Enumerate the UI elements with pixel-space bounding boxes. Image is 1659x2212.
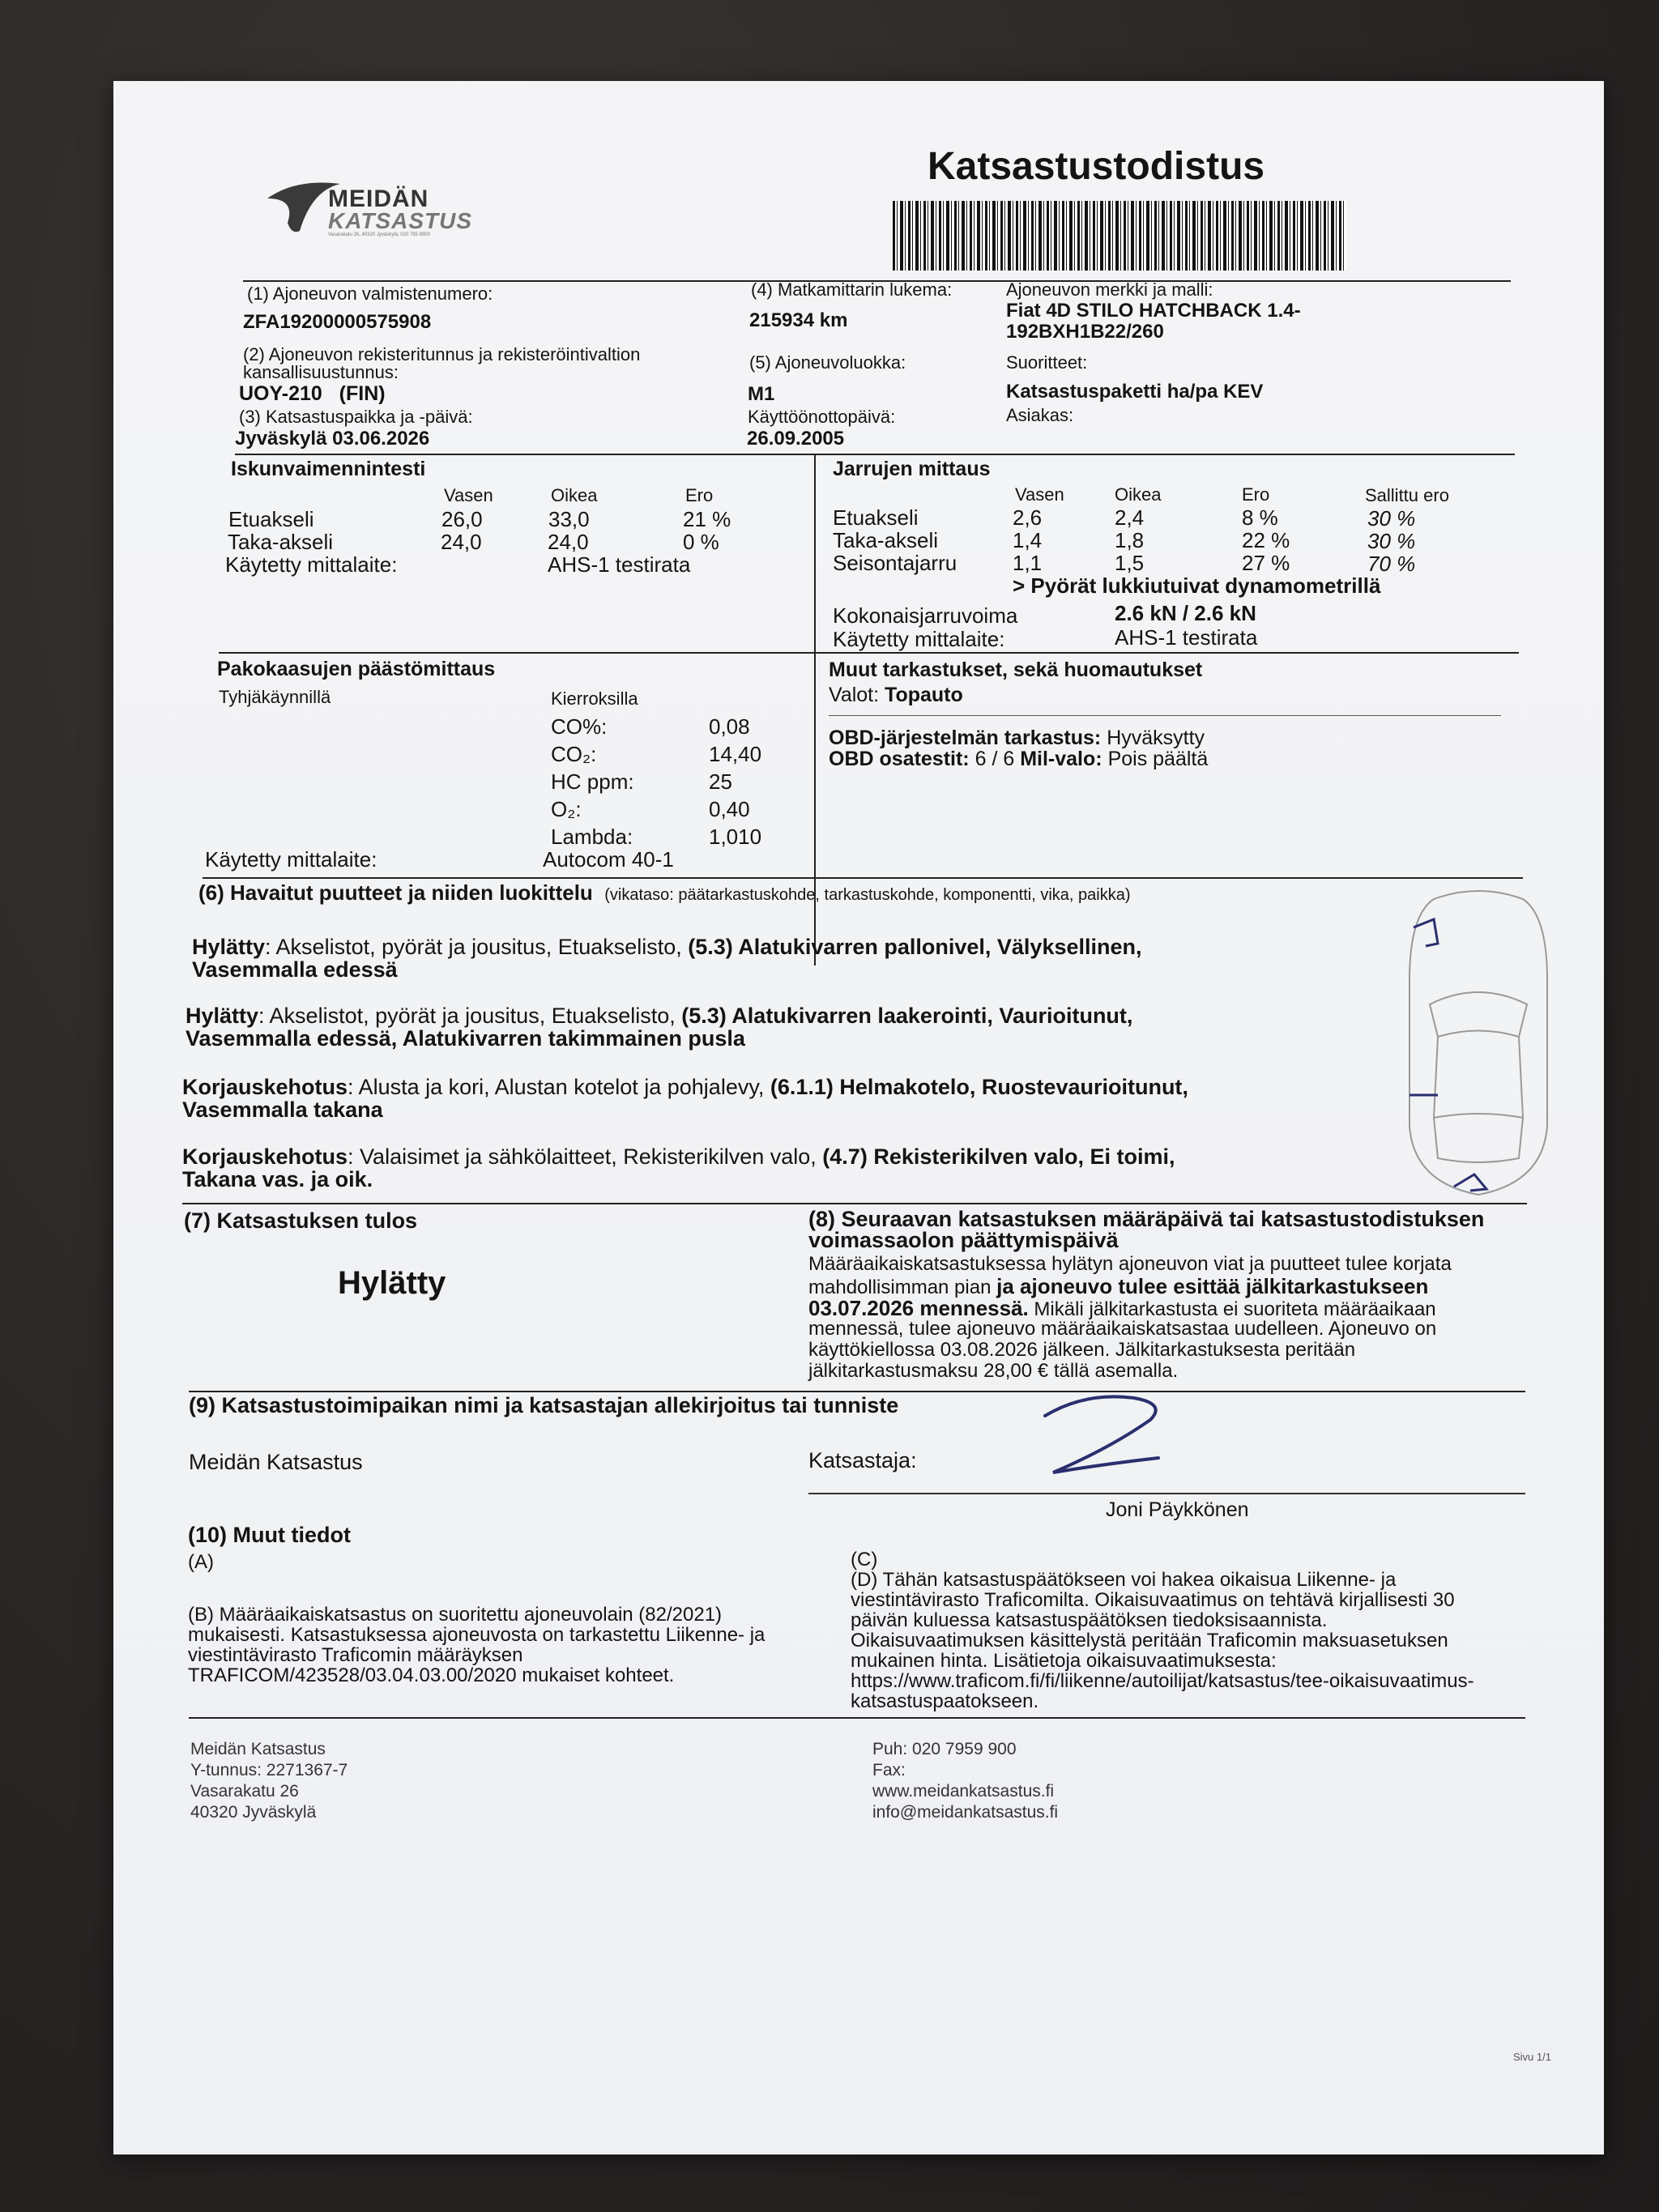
fault-item [182, 1076, 1188, 1121]
brakes-row-oikea: 2,4 [1115, 505, 1145, 530]
vin-value: ZFA19200000575908 [243, 311, 432, 333]
emission-value: 1,010 [709, 825, 762, 849]
footer-left-line: Meidän Katsastus [190, 1740, 326, 1758]
brakes-col-oikea: Oikea [1115, 484, 1162, 505]
next-text: Mikäli jälkitarkastusta ei suoriteta määräaikaan [1028, 1298, 1436, 1320]
obd2-line [829, 748, 1208, 771]
barcode [893, 201, 1346, 271]
brakes-total-label: Kokonaisjarruvoima [833, 603, 1018, 628]
misc-b-line: viestintävirasto Traficomin määräyksen [188, 1644, 523, 1666]
inspection-certificate [113, 81, 1604, 2154]
obd-label: OBD-järjestelmän tarkastus: [829, 727, 1102, 749]
next-line: jälkitarkastusmaksu 28,00 € tällä asemalla. [808, 1360, 1179, 1382]
brakes-row-ero: 8 % [1242, 505, 1278, 530]
logo-small-text: Vasarakatu 26, 40320 Jyväskylä, 020 795 9900 [328, 232, 430, 237]
fault-text: : Valaisimet ja sähkölaitteet, Rekisterikilven valo, [348, 1144, 823, 1169]
divider [182, 1203, 1527, 1204]
emission-label: CO%: [551, 714, 608, 739]
make-value-1: Fiat 4D STILO HATCHBACK 1.4- [1006, 300, 1301, 322]
brakes-row-ero: 27 % [1242, 551, 1290, 575]
obd2-label: OBD osatestit: [829, 748, 970, 770]
odo-value: 215934 km [749, 309, 848, 331]
misc-d-line: https://www.traficom.fi/fi/liikenne/autoilijat/katsastus/tee-oikaisuvaatimus- [851, 1670, 1474, 1692]
intro-label: Käyttöönottopäivä: [748, 407, 896, 427]
brakes-device: AHS-1 testirata [1115, 625, 1258, 650]
shock-row-oikea: 24,0 [548, 530, 589, 554]
fault-level: Hylätty [186, 1004, 259, 1028]
logo-line2: KATSASTUS [328, 208, 473, 233]
divider [235, 454, 1515, 455]
fault-item [186, 1004, 1132, 1050]
brakes-device-label: Käytetty mittalaite: [833, 627, 1005, 651]
brakes-row-vasen: 2,6 [1013, 505, 1043, 530]
footer-right-line: info@meidankatsastus.fi [872, 1803, 1059, 1822]
divider [189, 1717, 1525, 1719]
next-line: Määräaikaiskatsastuksessa hylätyn ajoneuvon viat ja puutteet tulee korjata [808, 1253, 1452, 1275]
brakes-row-oikea: 1,8 [1115, 528, 1145, 552]
inspector-name: Joni Päykkönen [1106, 1498, 1249, 1521]
emission-label: HC ppm: [551, 769, 634, 794]
footer-left-line: Y-tunnus: 2271367-7 [190, 1761, 348, 1779]
emission-label: CO₂: [551, 742, 597, 766]
fault-location: Vasemmalla edessä [192, 957, 398, 982]
emission-value: 0,40 [709, 797, 750, 821]
misc-title: (10) Muut tiedot [188, 1523, 351, 1547]
reg-label: (2) Ajoneuvon rekisteritunnus ja rekisteröintivaltion [243, 344, 641, 364]
next-line: mennessä, tulee ajoneuvo määräaikaiskatsastaa uudelleen. Ajoneuvo on [808, 1318, 1437, 1340]
make-value-2: 192BXH1B22/260 [1006, 321, 1164, 343]
emissions-device: Autocom 40-1 [543, 847, 674, 872]
fault-code: (4.7) Rekisterikilven valo, Ei toimi, [822, 1144, 1175, 1169]
vin-label: (1) Ajoneuvon valmistenumero: [247, 283, 493, 304]
logo-line1: MEIDÄN [328, 185, 429, 212]
signature-scribble [1037, 1383, 1191, 1481]
brakes-row-ero: 22 % [1242, 528, 1290, 552]
brakes-row-vasen: 1,4 [1013, 528, 1043, 552]
misc-d-line: katsastuspaatokseen. [851, 1690, 1039, 1712]
footer-right-line: www.meidankatsastus.fi [872, 1782, 1055, 1801]
next-title-2: voimassaolon päättymispäivä [808, 1228, 1119, 1252]
divider [203, 877, 1523, 879]
misc-b-line: TRAFICOM/423528/03.04.03.00/2020 mukaiset kohteet. [188, 1664, 675, 1686]
fault-level: Korjauskehotus [182, 1144, 348, 1169]
misc-b-line: mukaisesti. Katsastuksessa ajoneuvosta on tarkastettu Liikenne- ja [188, 1624, 766, 1646]
fault-code: (5.3) Alatukivarren pallonivel, Välyksellinen, [688, 935, 1142, 959]
shock-col-vasen: Vasen [444, 485, 493, 505]
misc-b-line: (B) Määräaikaiskatsastus on suoritettu ajoneuvolain (82/2021) [188, 1604, 723, 1626]
fault-level: Korjauskehotus [182, 1075, 348, 1099]
misc-d-line: päivän kuluessa katsastuspäätöksen tiedoksisaannista. [851, 1609, 1328, 1631]
fault-location: Takana vas. ja oik. [182, 1167, 373, 1191]
emissions-title: Pakokaasujen päästömittaus [217, 658, 496, 680]
done-label: Suoritteet: [1006, 352, 1088, 373]
emission-value: 25 [709, 769, 732, 794]
faults-subtitle: (vikataso: päätarkastuskohde, tarkastuskohde, komponentti, vika, paikka) [604, 886, 1131, 904]
other-title: Muut tarkastukset, sekä huomautukset [829, 658, 1203, 681]
customer-label: Asiakas: [1006, 405, 1074, 425]
misc-d-line: Oikaisuvaatimuksen käsittelystä peritään Traficomin maksuasetuksen [851, 1630, 1448, 1652]
inspector-label: Katsastaja: [808, 1448, 917, 1473]
misc-a: (A) [188, 1551, 214, 1573]
brakes-row-sallittu: 30 % [1367, 529, 1416, 553]
brakes-title: Jarrujen mittaus [833, 458, 991, 480]
place-label: (3) Katsastuspaikka ja -päivä: [239, 407, 473, 427]
brakes-row-name: Taka-akseli [833, 528, 939, 552]
signature-line [808, 1493, 1525, 1494]
footer-right-line: Fax: [872, 1761, 906, 1779]
brakes-row-oikea: 1,5 [1115, 551, 1145, 575]
shock-row-name: Taka-akseli [228, 530, 334, 554]
mil-label: Mil-valo: [1020, 748, 1102, 770]
brakes-row-vasen: 1,1 [1013, 551, 1043, 575]
shock-row-vasen: 24,0 [441, 530, 482, 554]
fault-code: (5.3) Alatukivarren laakerointi, Vaurioitunut, [681, 1004, 1133, 1028]
inspection-place: Meidän Katsastus [189, 1450, 363, 1474]
fault-text: : Akselistot, pyörät ja jousitus, Etuakselisto, [258, 1004, 682, 1028]
signature-title: (9) Katsastustoimipaikan nimi ja katsastajan allekirjoitus tai tunniste [189, 1393, 899, 1417]
next-deadline: 03.07.2026 mennessä. [808, 1296, 1029, 1320]
fault-item [182, 1145, 1175, 1191]
footer-left-line: 40320 Jyväskylä [190, 1803, 317, 1822]
car-diagram-icon [1397, 883, 1559, 1207]
odo-label: (4) Matkamittarin lukema: [751, 279, 953, 300]
other-lights [829, 684, 963, 707]
lights-value: Topauto [885, 684, 963, 706]
mil-value: Pois päältä [1107, 748, 1209, 770]
shock-row-oikea: 33,0 [548, 507, 590, 531]
shock-row-ero: 21 % [683, 507, 731, 531]
divider [219, 652, 1519, 654]
brakes-total: 2.6 kN / 2.6 kN [1115, 601, 1256, 625]
lights-label: Valot: [829, 684, 880, 706]
faults-title: (6) Havaitut puutteet ja niiden luokittelu [198, 880, 593, 905]
fault-level: Hylätty [192, 935, 266, 959]
emissions-idle: Tyhjäkäynnillä [219, 687, 331, 707]
fault-item [192, 936, 1142, 981]
obd-value: Hyväksytty [1107, 727, 1205, 749]
reg-label-2: kansallisuustunnus: [243, 362, 399, 382]
divider [829, 715, 1501, 716]
shock-title: Iskunvaimennintesti [231, 458, 426, 480]
shock-col-oikea: Oikea [551, 485, 598, 505]
divider [189, 1391, 1525, 1392]
class-value: M1 [748, 383, 775, 405]
emission-value: 14,40 [709, 742, 762, 766]
emissions-device-label: Käytetty mittalaite: [205, 847, 377, 872]
brakes-row-name: Etuakseli [833, 505, 919, 530]
obd-line [829, 727, 1205, 750]
emission-label: Lambda: [551, 825, 633, 849]
next-line: käyttökiellossa 03.08.2026 jälkeen. Jälkitarkastuksesta peritään [808, 1339, 1356, 1361]
fault-location: Vasemmalla edessä, Alatukivarren takimmainen pusla [186, 1026, 745, 1051]
shock-device-label: Käytetty mittalaite: [225, 552, 398, 577]
brakes-col-vasen: Vasen [1015, 484, 1064, 505]
result-value: Hylätty [338, 1265, 446, 1301]
doc-title: Katsastustodistus [928, 145, 1265, 188]
footer-left-line: Vasarakatu 26 [190, 1782, 299, 1801]
misc-d-line: (D) Tähän katsastuspäätökseen voi hakea oikaisua Liikenne- ja [851, 1569, 1397, 1591]
place-value: Jyväskylä 03.06.2026 [235, 428, 430, 450]
faults-heading [198, 880, 1131, 906]
misc-d-line: viestintävirasto Traficomilta. Oikaisuvaatimus on tehtävä kirjallisesti 30 [851, 1589, 1455, 1611]
emissions-rpm: Kierroksilla [551, 688, 638, 709]
result-title: (7) Katsastuksen tulos [184, 1208, 418, 1233]
shock-row-ero: 0 % [683, 530, 719, 554]
brakes-row-sallittu: 30 % [1367, 506, 1416, 531]
brakes-note: > Pyörät lukkiutuivat dynamometrillä [1013, 573, 1381, 598]
reg-value: UOY-210 (FIN) [239, 382, 386, 405]
shock-row-vasen: 26,0 [441, 507, 483, 531]
next-deadline-text: ja ajoneuvo tulee esittää jälkitarkastukseen [996, 1274, 1429, 1298]
fault-text: : Akselistot, pyörät ja jousitus, Etuakselisto, [265, 935, 689, 959]
misc-c: (C) [851, 1549, 878, 1571]
footer-right-line: Puh: 020 7959 900 [872, 1740, 1017, 1758]
make-label: Ajoneuvon merkki ja malli: [1006, 279, 1213, 300]
next-text: mahdollisimman pian [808, 1276, 997, 1298]
shock-device: AHS-1 testirata [548, 552, 691, 577]
brakes-col-sallittu: Sallittu ero [1365, 485, 1449, 505]
emission-value: 0,08 [709, 714, 750, 739]
intro-value: 26.09.2005 [747, 428, 845, 450]
fault-location: Vasemmalla takana [182, 1097, 383, 1122]
page-number: Sivu 1/1 [1513, 2051, 1551, 2063]
brakes-row-name: Seisontajarru [833, 551, 957, 575]
logo [271, 174, 490, 239]
next-title-1: (8) Seuraavan katsastuksen määräpäivä tai katsastustodistuksen [808, 1207, 1485, 1231]
brakes-row-sallittu: 70 % [1367, 552, 1416, 576]
misc-d-line: mukainen hinta. Lisätietoja oikaisuvaatimuksesta: [851, 1650, 1277, 1672]
class-label: (5) Ajoneuvoluokka: [749, 352, 906, 373]
fault-text: : Alusta ja kori, Alustan kotelot ja pohjalevy, [348, 1075, 770, 1099]
emission-label: O₂: [551, 797, 582, 821]
obd2-value: 6 / 6 [975, 748, 1015, 770]
shock-row-name: Etuakseli [228, 507, 314, 531]
fault-code: (6.1.1) Helmakotelo, Ruostevaurioitunut, [770, 1075, 1188, 1099]
brakes-col-ero: Ero [1242, 484, 1270, 505]
shock-col-ero: Ero [685, 485, 714, 505]
done-value: Katsastuspaketti ha/pa KEV [1006, 381, 1264, 403]
